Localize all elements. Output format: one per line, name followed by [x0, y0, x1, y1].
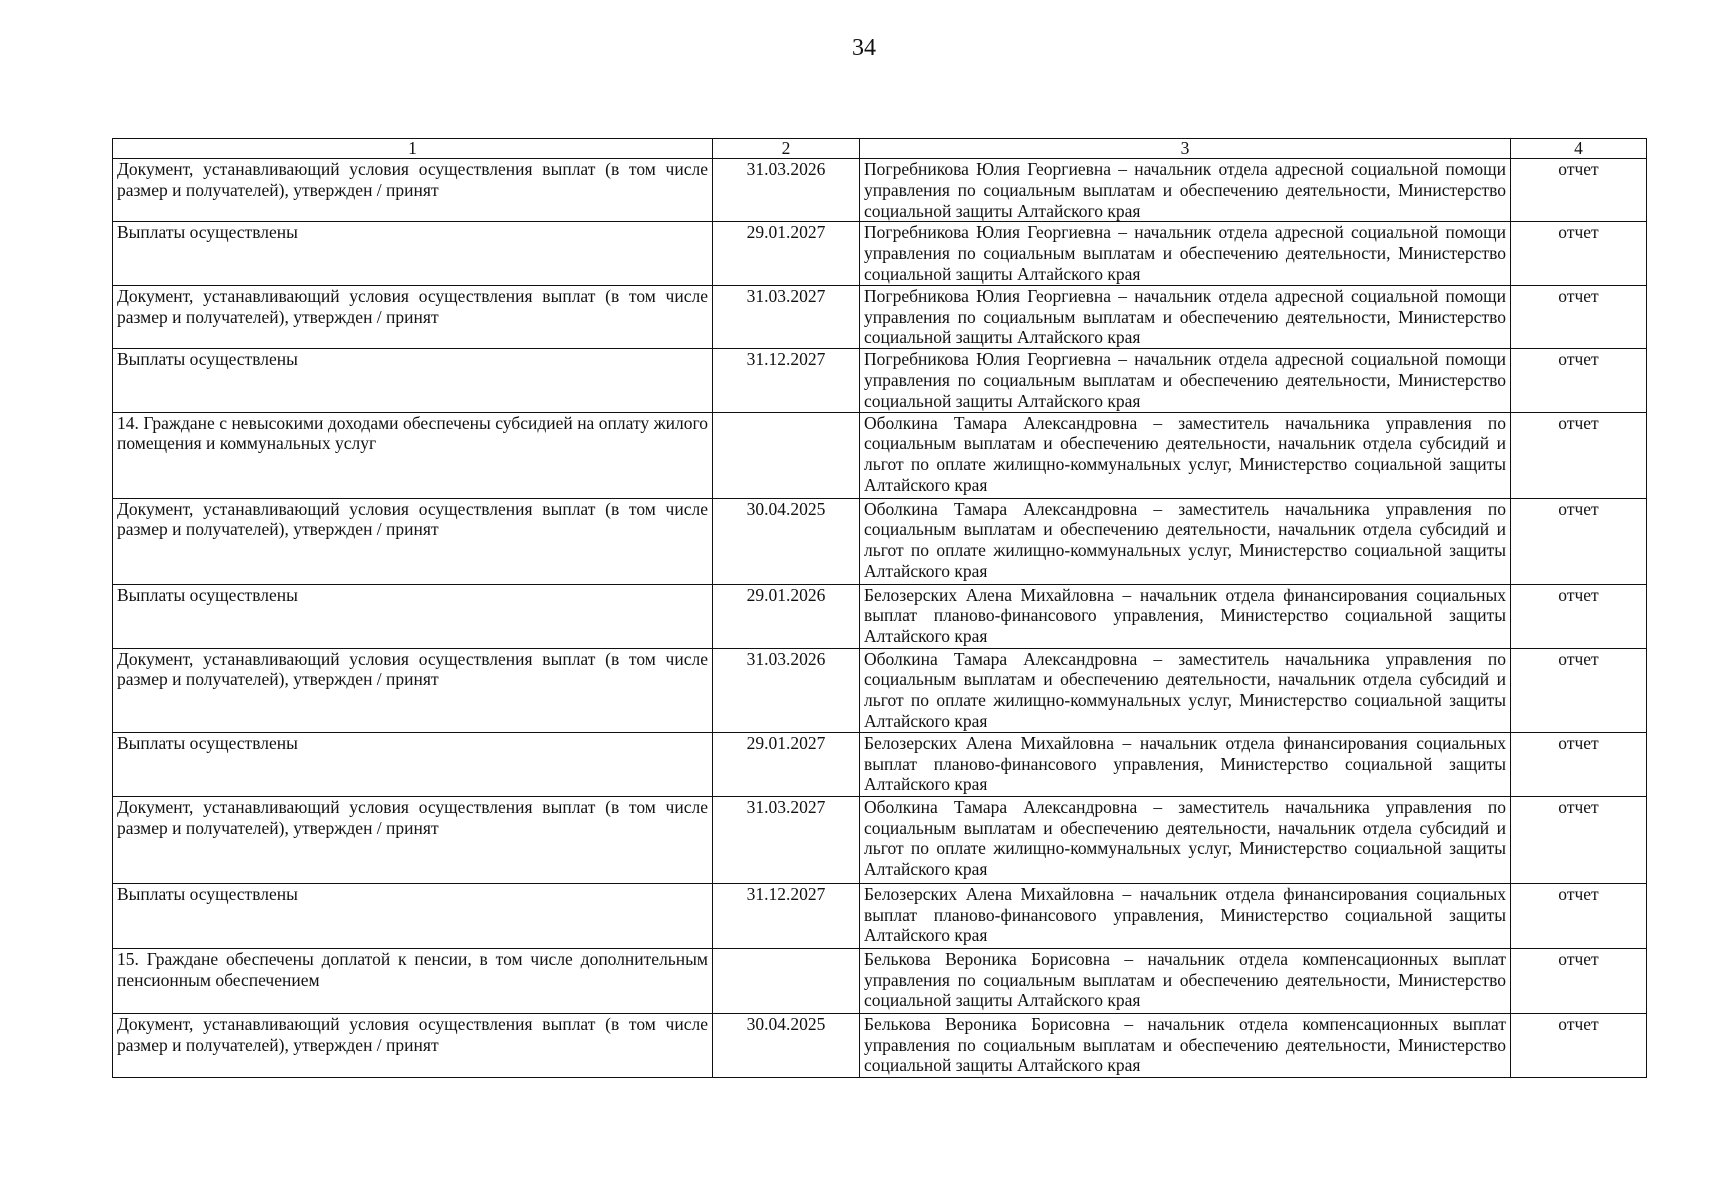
responsible-cell: Погребникова Юлия Георгиевна – начальник отдела адресной социальной помощи управления по социальным выплатам и обеспечению деятельности, Министерство социальной защиты Алтайского края: [860, 159, 1511, 222]
table-row: [113, 1013, 1647, 1077]
column-header-1: 1: [113, 139, 713, 159]
responsible-cell: Оболкина Тамара Александровна – заместитель начальника управления по социальным выплатам и обеспечению деятельности, начальник отдела субсидий и льгот по оплате жилищно-коммунальных услуг, Министерство социальной защиты Алтайского края: [860, 412, 1511, 498]
table-row: [113, 584, 1647, 648]
document-type-cell: отчет: [1511, 796, 1647, 883]
responsible-cell: Погребникова Юлия Георгиевна – начальник отдела адресной социальной помощи управления по социальным выплатам и обеспечению деятельности, Министерство социальной защиты Алтайского края: [860, 349, 1511, 412]
document-type-cell: отчет: [1511, 412, 1647, 498]
task-cell: Документ, устанавливающий условия осуществления выплат (в том числе размер и получателей), утвержден / принят: [113, 1013, 713, 1077]
deadline-cell: [713, 948, 860, 1013]
document-type-cell: отчет: [1511, 498, 1647, 584]
document-type-cell: отчет: [1511, 648, 1647, 732]
task-cell: Документ, устанавливающий условия осуществления выплат (в том числе размер и получателей), утвержден / принят: [113, 498, 713, 584]
deadline-cell: 31.03.2026: [713, 159, 860, 222]
table-row: [113, 732, 1647, 796]
task-cell: Выплаты осуществлены: [113, 584, 713, 648]
table-row: [113, 159, 1647, 222]
responsible-cell: Белозерских Алена Михайловна – начальник отдела финансирования социальных выплат планово-финансового управления, Министерство социальной защиты Алтайского края: [860, 584, 1511, 648]
table-row: [113, 285, 1647, 348]
table-row: [113, 349, 1647, 412]
responsible-cell: Оболкина Тамара Александровна – заместитель начальника управления по социальным выплатам и обеспечению деятельности, начальник отдела субсидий и льгот по оплате жилищно-коммунальных услуг, Министерство социальной защиты Алтайского края: [860, 648, 1511, 732]
document-type-cell: отчет: [1511, 159, 1647, 222]
table-row: [113, 796, 1647, 883]
deadline-cell: 31.12.2027: [713, 883, 860, 948]
deadline-cell: 31.03.2027: [713, 796, 860, 883]
table-row: [113, 948, 1647, 1013]
responsible-cell: Оболкина Тамара Александровна – заместитель начальника управления по социальным выплатам и обеспечению деятельности, начальник отдела субсидий и льгот по оплате жилищно-коммунальных услуг, Министерство социальной защиты Алтайского края: [860, 498, 1511, 584]
task-cell: Выплаты осуществлены: [113, 349, 713, 412]
task-cell: 14. Граждане с невысокими доходами обеспечены субсидией на оплату жилого помещения и коммунальных услуг: [113, 412, 713, 498]
table-row: [113, 498, 1647, 584]
page-number: 34: [852, 35, 876, 61]
plan-table: [112, 138, 1647, 1078]
table-row: [113, 412, 1647, 498]
document-type-cell: отчет: [1511, 285, 1647, 348]
document-type-cell: отчет: [1511, 222, 1647, 285]
responsible-cell: Белькова Вероника Борисовна – начальник отдела компенсационных выплат управления по социальным выплатам и обеспечению деятельности, Министерство социальной защиты Алтайского края: [860, 1013, 1511, 1077]
task-cell: Документ, устанавливающий условия осуществления выплат (в том числе размер и получателей), утвержден / принят: [113, 796, 713, 883]
task-cell: Документ, устанавливающий условия осуществления выплат (в том числе размер и получателей), утвержден / принят: [113, 285, 713, 348]
deadline-cell: 29.01.2027: [713, 732, 860, 796]
responsible-cell: Белькова Вероника Борисовна – начальник отдела компенсационных выплат управления по социальным выплатам и обеспечению деятельности, Министерство социальной защиты Алтайского края: [860, 948, 1511, 1013]
task-cell: Документ, устанавливающий условия осуществления выплат (в том числе размер и получателей), утвержден / принят: [113, 648, 713, 732]
task-cell: Выплаты осуществлены: [113, 883, 713, 948]
column-header-2: 2: [713, 139, 860, 159]
deadline-cell: 30.04.2025: [713, 498, 860, 584]
responsible-cell: Белозерских Алена Михайловна – начальник отдела финансирования социальных выплат планово-финансового управления, Министерство социальной защиты Алтайского края: [860, 883, 1511, 948]
document-type-cell: отчет: [1511, 349, 1647, 412]
document-type-cell: отчет: [1511, 948, 1647, 1013]
deadline-cell: 29.01.2026: [713, 584, 860, 648]
document-type-cell: отчет: [1511, 584, 1647, 648]
task-cell: 15. Граждане обеспечены доплатой к пенсии, в том числе дополнительным пенсионным обеспечением: [113, 948, 713, 1013]
table-row: [113, 883, 1647, 948]
responsible-cell: Погребникова Юлия Георгиевна – начальник отдела адресной социальной помощи управления по социальным выплатам и обеспечению деятельности, Министерство социальной защиты Алтайского края: [860, 285, 1511, 348]
deadline-cell: 30.04.2025: [713, 1013, 860, 1077]
document-type-cell: отчет: [1511, 883, 1647, 948]
document-type-cell: отчет: [1511, 1013, 1647, 1077]
task-cell: Выплаты осуществлены: [113, 732, 713, 796]
deadline-cell: 31.03.2027: [713, 285, 860, 348]
deadline-cell: 31.03.2026: [713, 648, 860, 732]
deadline-cell: 29.01.2027: [713, 222, 860, 285]
table-row: [113, 648, 1647, 732]
deadline-cell: [713, 412, 860, 498]
column-header-3: 3: [860, 139, 1511, 159]
table-header-row: [113, 139, 1647, 159]
task-cell: Выплаты осуществлены: [113, 222, 713, 285]
deadline-cell: 31.12.2027: [713, 349, 860, 412]
task-cell: Документ, устанавливающий условия осуществления выплат (в том числе размер и получателей), утвержден / принят: [113, 159, 713, 222]
responsible-cell: Погребникова Юлия Георгиевна – начальник отдела адресной социальной помощи управления по социальным выплатам и обеспечению деятельности, Министерство социальной защиты Алтайского края: [860, 222, 1511, 285]
responsible-cell: Белозерских Алена Михайловна – начальник отдела финансирования социальных выплат планово-финансового управления, Министерство социальной защиты Алтайского края: [860, 732, 1511, 796]
column-header-4: 4: [1511, 139, 1647, 159]
document-type-cell: отчет: [1511, 732, 1647, 796]
table-row: [113, 222, 1647, 285]
responsible-cell: Оболкина Тамара Александровна – заместитель начальника управления по социальным выплатам и обеспечению деятельности, начальник отдела субсидий и льгот по оплате жилищно-коммунальных услуг, Министерство социальной защиты Алтайского края: [860, 796, 1511, 883]
